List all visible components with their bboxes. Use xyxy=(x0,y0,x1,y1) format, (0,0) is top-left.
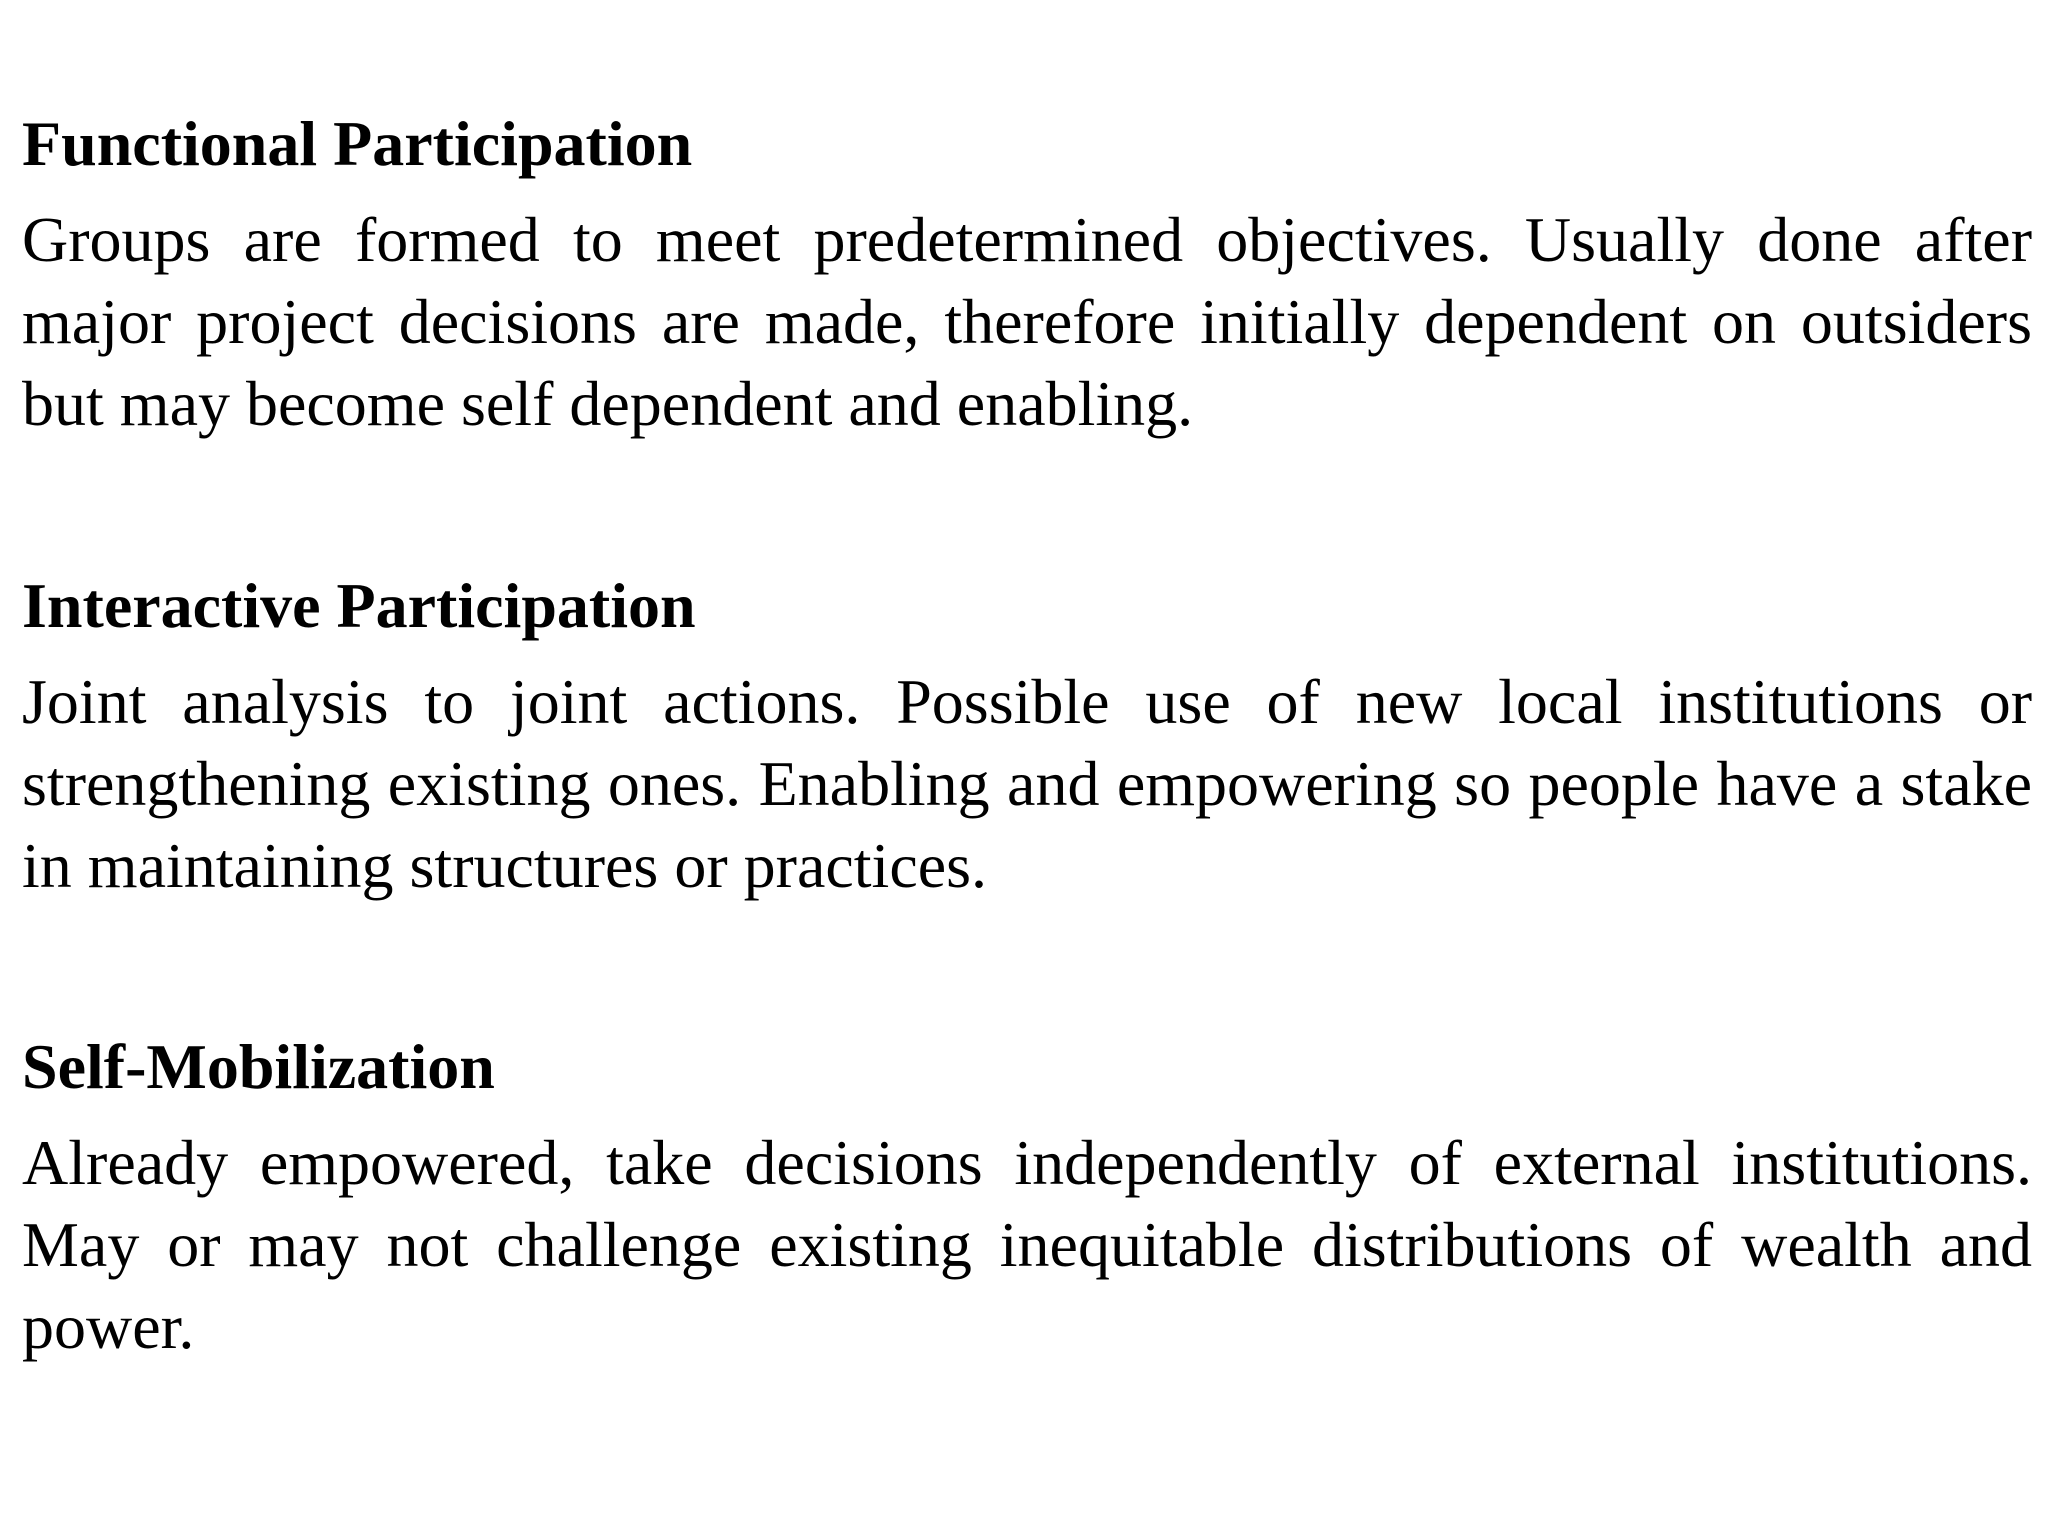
section-body: Already empowered, take decisions independently of external institutions. May or may not challenge existing inequitable distributions of wealth and power. xyxy=(22,1127,2032,1362)
section-functional-participation xyxy=(22,104,2032,445)
section-interactive-participation xyxy=(22,566,2032,907)
section-body: Joint analysis to joint actions. Possible use of new local institutions or strengthening existing ones. Enabling and empowering so people have a stake in maintaining structures or practices. xyxy=(22,666,2032,901)
section-heading: Interactive Participation xyxy=(22,570,696,641)
section-heading: Self-Mobilization xyxy=(22,1031,495,1102)
section-body: Groups are formed to meet predetermined objectives. Usually done after major project decisions are made, therefore initially dependent on outsiders but may become self dependent and enabling. xyxy=(22,204,2032,439)
section-heading: Functional Participation xyxy=(22,108,693,179)
section-self-mobilization xyxy=(22,1027,2032,1368)
